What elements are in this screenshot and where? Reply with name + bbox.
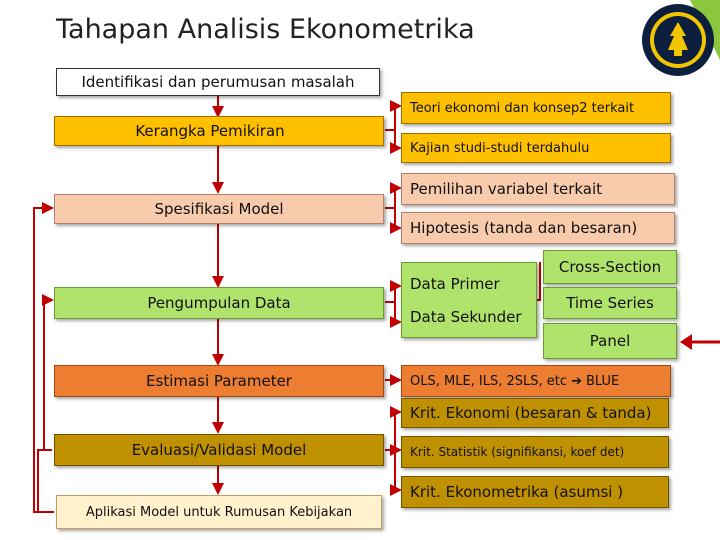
kerangka-label: Kerangka Pemikiran: [135, 122, 285, 140]
box-aplikasi: [56, 495, 382, 529]
aplikasi-label: Aplikasi Model untuk Rumusan Kebijakan: [85, 504, 353, 520]
panel-label: Panel: [589, 332, 631, 350]
box-krit-ekonomi: [401, 398, 669, 428]
data-sekunder-label: Data Sekunder: [410, 307, 522, 326]
box-teori: [401, 92, 671, 124]
box-krit-statistik: [401, 436, 669, 468]
box-ols: [401, 365, 671, 397]
pengumpulan-label: Pengumpulan Data: [147, 294, 291, 312]
krit-ekonomi-label: Krit. Ekonomi (besaran & tanda): [410, 404, 652, 422]
data-primer-label: Data Primer: [410, 274, 500, 293]
box-time-series: [543, 287, 677, 319]
hipotesis-label: Hipotesis (tanda dan besaran): [410, 219, 638, 237]
evaluasi-label: Evaluasi/Validasi Model: [131, 441, 307, 459]
spesifikasi-label: Spesifikasi Model: [154, 200, 284, 218]
estimasi-label: Estimasi Parameter: [146, 372, 292, 390]
page-title: Tahapan Analisis Ekonometrika: [56, 14, 475, 45]
box-pengumpulan: [54, 287, 384, 319]
box-panel: [543, 323, 677, 359]
time-series-label: Time Series: [566, 294, 654, 312]
ols-label: OLS, MLE, ILS, 2SLS, etc: [410, 373, 568, 389]
pemilihan-label: Pemilihan variabel terkait: [410, 180, 603, 198]
box-cross-section: [543, 250, 677, 284]
identifikasi-label: Identifikasi dan perumusan masalah: [81, 73, 355, 91]
red-arrow-icon: [680, 331, 720, 353]
box-estimasi: [54, 365, 384, 397]
box-identifikasi: [56, 68, 380, 96]
box-spesifikasi: [54, 194, 384, 224]
box-krit-ekonometrika: [401, 476, 669, 508]
box-pemilihan: [401, 173, 675, 205]
cross-section-label: Cross-Section: [558, 258, 662, 276]
arrow-right-icon: ➔: [571, 373, 582, 389]
teori-label: Teori ekonomi dan konsep2 terkait: [410, 100, 635, 116]
box-hipotesis: [401, 212, 675, 244]
box-kajian: [401, 133, 671, 163]
box-data-primer-sekunder: [401, 262, 537, 338]
krit-statistik-label: Krit. Statistik (signifikansi, koef det): [410, 445, 625, 459]
blue-label: BLUE: [585, 373, 620, 389]
box-evaluasi: [54, 434, 384, 466]
box-kerangka: [54, 116, 384, 146]
krit-ekonometrika-label: Krit. Ekonometrika (asumsi ): [410, 483, 624, 501]
kajian-label: Kajian studi-studi terdahulu: [410, 140, 590, 156]
